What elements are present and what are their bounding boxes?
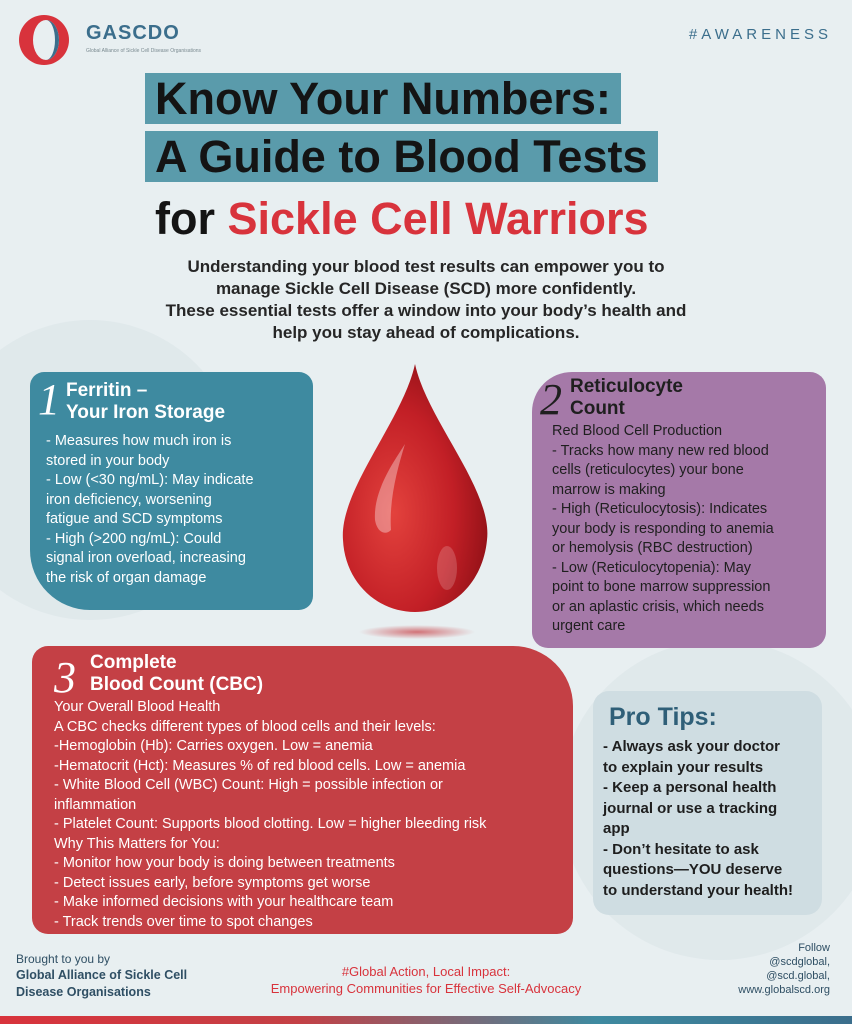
card-title: Complete Blood Count (CBC) — [90, 652, 264, 695]
blood-drop-icon — [335, 360, 495, 645]
card-number: 2 — [540, 375, 562, 424]
footer-slogan: #Global Action, Local Impact: Empowering Communities for Effective Self-Advocacy — [270, 964, 582, 996]
gascdo-logo-icon — [18, 14, 70, 66]
reticulocyte-card — [532, 372, 826, 648]
title-line-3: for Sickle Cell Warriors — [155, 193, 649, 244]
pro-tips-body: - Always ask your doctor to explain your results - Keep a personal health journal or use a tracking app - Don’t hesitate to ask questions—YOU deserve to understand your health! — [603, 738, 794, 899]
pro-tips-card — [593, 691, 822, 915]
title-line-2: A Guide to Blood Tests — [145, 130, 658, 184]
card-body: Red Blood Cell Production - Tracks how many new red blood cells (reticulocytes) your bone marrow is making - High (Reticulocytosis): Indicates your body is responding to anemia or hemolysis (RBC destruction) - Low (Reticulocytopenia): May point to bone marrow suppression or an aplastic crisis, which needs urgent care — [552, 423, 774, 634]
title-line-1: Know Your Numbers: — [145, 72, 621, 126]
organisation-name: Global Alliance of Sickle Cell Disease Organisations — [16, 968, 188, 999]
card-title: Ferritin – Your Iron Storage — [66, 380, 226, 423]
footer-color-strip — [0, 1016, 852, 1024]
brand-subtitle: Global Alliance of Sickle Cell Disease Organisations — [86, 48, 202, 54]
intro-paragraph: Understanding your blood test results can empower you to manage Sickle Cell Disease (SCD) more confidently. These essential tests offer a window into your body’s health and help you stay ahead of complications. — [165, 257, 687, 342]
brought-by-label: Brought to you by — [16, 952, 111, 966]
card-number: 1 — [38, 375, 60, 424]
card-body: Your Overall Blood Health A CBC checks different types of blood cells and their levels: -Hemoglobin (Hb): Carries oxygen. Low = anemia -Hematocrit (Hct): Measures % of red blood cells. Low = anemia - White Blood Cell (WBC) Count: High = possible infection or inflammation - Platelet Count: Supports blood clotting. Low = higher bleeding risk Why This Matters for You: - Monitor how your body is doing between treatments - Detect issues early, before symptoms get worse - Make informed decisions with your healthcare team - Track trends over time to spot changes — [54, 699, 487, 930]
pro-tips-title: Pro Tips: — [609, 703, 717, 731]
ferritin-card — [30, 372, 313, 610]
awareness-hashtag: #AWARENESS — [688, 26, 832, 43]
cbc-card — [32, 646, 573, 934]
follow-links: Follow @scdglobal, @scd.global, www.globalscd.org — [738, 942, 830, 996]
card-number: 3 — [54, 653, 76, 702]
brand-name: GASCDO — [86, 22, 180, 44]
card-title: Reticulocyte Count — [570, 376, 683, 419]
card-body: - Measures how much iron is stored in your body - Low (<30 ng/mL): May indicate iron deficiency, worsening fatigue and SCD symptoms - High (>200 ng/mL): Could signal iron overload, increasing the risk of organ damage — [46, 433, 254, 586]
